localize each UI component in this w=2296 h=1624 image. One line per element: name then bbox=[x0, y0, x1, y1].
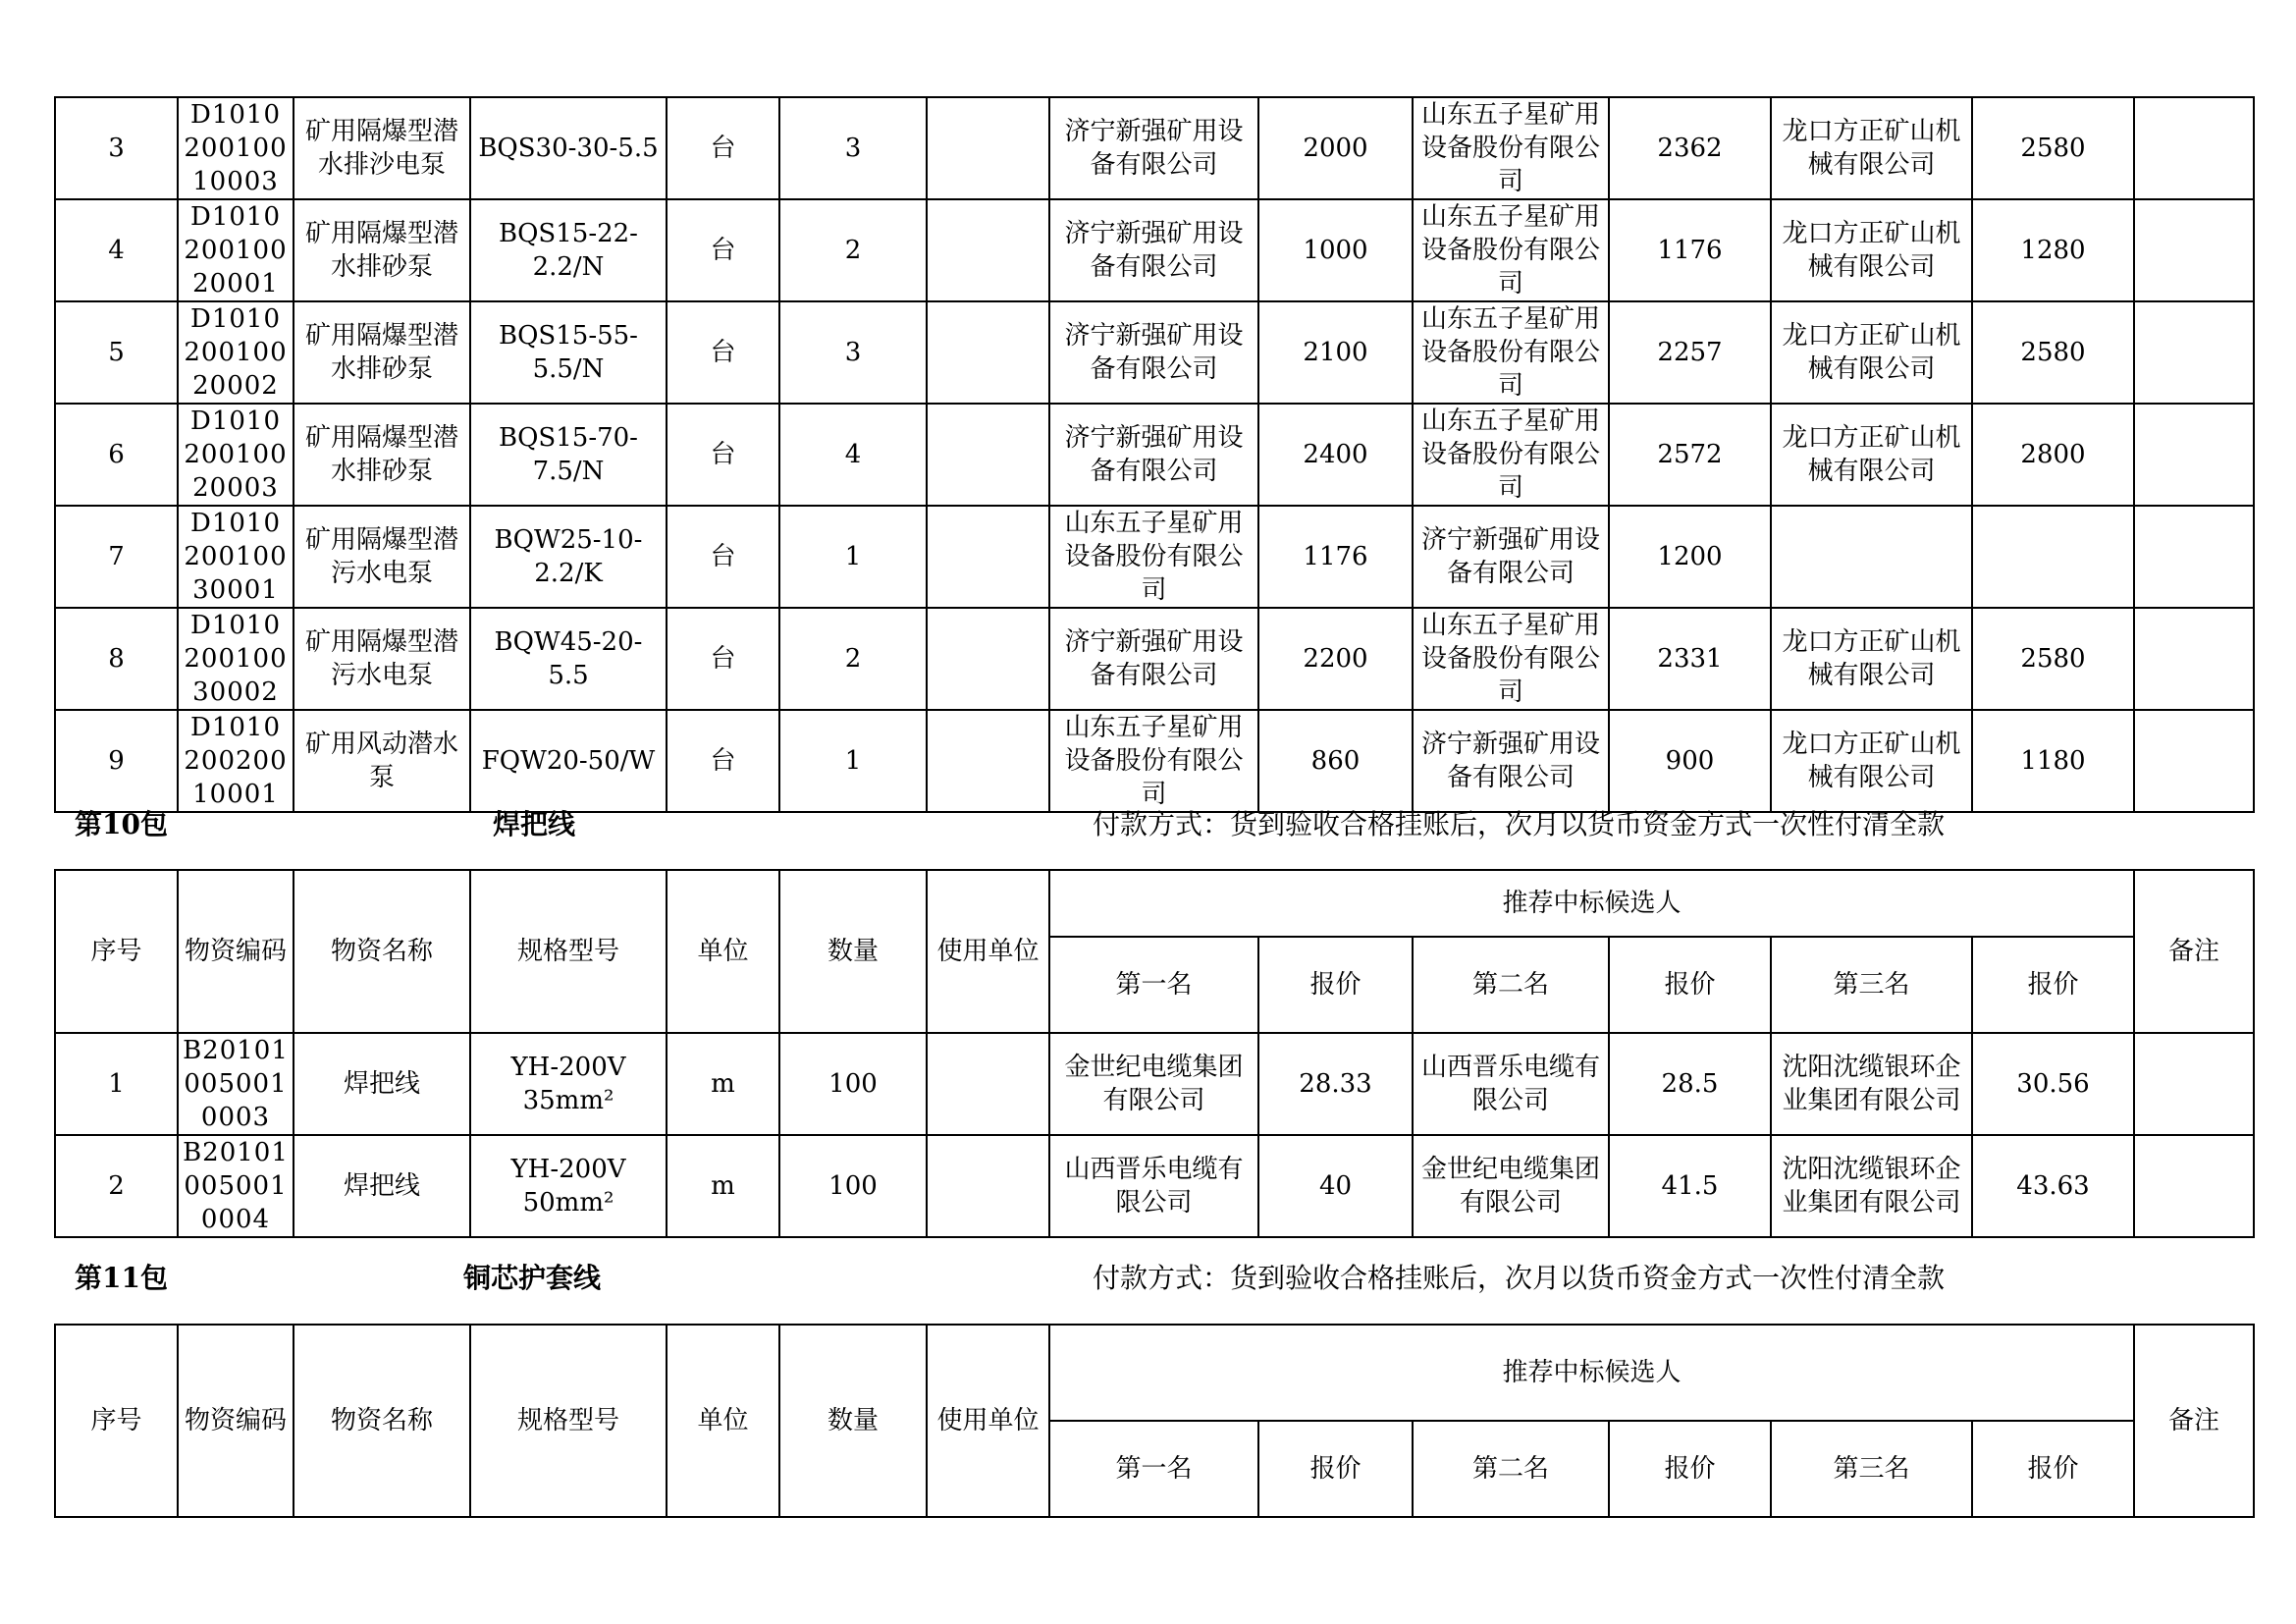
header-name: 物资名称 bbox=[294, 1325, 470, 1517]
cell-first: 山东五子星矿用设备股份有限公司 bbox=[1049, 506, 1258, 608]
header-price1: 报价 bbox=[1258, 1421, 1413, 1517]
cell-user bbox=[927, 97, 1049, 199]
cell-code: D101020010030001 bbox=[178, 506, 294, 608]
cell-third: 龙口方正矿山机械有限公司 bbox=[1771, 710, 1972, 812]
cell-spec: BQS15-70-7.5/N bbox=[470, 404, 667, 506]
header-spec: 规格型号 bbox=[470, 1325, 667, 1517]
cell-third: 龙口方正矿山机械有限公司 bbox=[1771, 301, 1972, 404]
cell-unit: m bbox=[667, 1033, 779, 1135]
cell-price1: 860 bbox=[1258, 710, 1413, 812]
header-spec: 规格型号 bbox=[470, 870, 667, 1033]
table-row bbox=[55, 506, 2254, 608]
cell-third bbox=[1771, 506, 1972, 608]
cell-price2: 28.5 bbox=[1609, 1033, 1771, 1135]
cell-price3: 1180 bbox=[1972, 710, 2134, 812]
cell-seq: 2 bbox=[55, 1135, 178, 1237]
cell-seq: 1 bbox=[55, 1033, 178, 1135]
cell-qty: 3 bbox=[779, 301, 927, 404]
cell-spec: BQW45-20-5.5 bbox=[470, 608, 667, 710]
cell-user bbox=[927, 301, 1049, 404]
cell-price2: 2362 bbox=[1609, 97, 1771, 199]
cell-name: 焊把线 bbox=[294, 1033, 470, 1135]
table-row bbox=[55, 608, 2254, 710]
cell-name: 矿用隔爆型潜污水电泵 bbox=[294, 506, 470, 608]
table-row bbox=[55, 404, 2254, 506]
cell-price3: 30.56 bbox=[1972, 1033, 2134, 1135]
cell-unit: 台 bbox=[667, 608, 779, 710]
table-package10 bbox=[54, 869, 2255, 1238]
cell-price2: 1200 bbox=[1609, 506, 1771, 608]
header-unit: 单位 bbox=[667, 1325, 779, 1517]
cell-second: 山东五子星矿用设备股份有限公司 bbox=[1413, 97, 1609, 199]
cell-spec: BQS30-30-5.5 bbox=[470, 97, 667, 199]
cell-first: 济宁新强矿用设备有限公司 bbox=[1049, 608, 1258, 710]
header-price1: 报价 bbox=[1258, 937, 1413, 1033]
cell-price1: 2000 bbox=[1258, 97, 1413, 199]
package10-payment: 付款方式：货到验收合格挂账后，次月以货币资金方式一次性付清全款 bbox=[1093, 808, 1946, 840]
cell-seq: 6 bbox=[55, 404, 178, 506]
cell-code: D101020010020002 bbox=[178, 301, 294, 404]
cell-note bbox=[2134, 199, 2254, 301]
cell-note bbox=[2134, 710, 2254, 812]
cell-unit: 台 bbox=[667, 710, 779, 812]
table-row bbox=[55, 1033, 2254, 1135]
cell-name: 矿用隔爆型潜水排沙电泵 bbox=[294, 97, 470, 199]
cell-code: B201010050010004 bbox=[178, 1135, 294, 1237]
header-note: 备注 bbox=[2134, 1325, 2254, 1517]
cell-third: 龙口方正矿山机械有限公司 bbox=[1771, 97, 1972, 199]
cell-price2: 2572 bbox=[1609, 404, 1771, 506]
cell-first: 济宁新强矿用设备有限公司 bbox=[1049, 97, 1258, 199]
cell-price3: 2800 bbox=[1972, 404, 2134, 506]
cell-note bbox=[2134, 404, 2254, 506]
cell-code: D101020020010001 bbox=[178, 710, 294, 812]
header-price3: 报价 bbox=[1972, 937, 2134, 1033]
header-code: 物资编码 bbox=[178, 870, 294, 1033]
header-note: 备注 bbox=[2134, 870, 2254, 1033]
header-first: 第一名 bbox=[1049, 937, 1258, 1033]
cell-name: 矿用隔爆型潜水排砂泵 bbox=[294, 404, 470, 506]
header-recommend: 推荐中标候选人 bbox=[1049, 870, 2134, 937]
cell-user bbox=[927, 1033, 1049, 1135]
cell-price2: 900 bbox=[1609, 710, 1771, 812]
cell-price2: 1176 bbox=[1609, 199, 1771, 301]
header-qty: 数量 bbox=[779, 1325, 927, 1517]
cell-code: D101020010020003 bbox=[178, 404, 294, 506]
cell-name: 矿用隔爆型潜污水电泵 bbox=[294, 608, 470, 710]
cell-first: 济宁新强矿用设备有限公司 bbox=[1049, 199, 1258, 301]
package10-label: 第10包 bbox=[75, 808, 168, 840]
cell-note bbox=[2134, 608, 2254, 710]
cell-second: 山东五子星矿用设备股份有限公司 bbox=[1413, 608, 1609, 710]
header-third: 第三名 bbox=[1771, 1421, 1972, 1517]
cell-price3 bbox=[1972, 506, 2134, 608]
header-third: 第三名 bbox=[1771, 937, 1972, 1033]
cell-third: 沈阳沈缆银环企业集团有限公司 bbox=[1771, 1135, 1972, 1237]
cell-first: 济宁新强矿用设备有限公司 bbox=[1049, 301, 1258, 404]
cell-name: 矿用风动潜水泵 bbox=[294, 710, 470, 812]
cell-seq: 8 bbox=[55, 608, 178, 710]
cell-third: 龙口方正矿山机械有限公司 bbox=[1771, 199, 1972, 301]
cell-qty: 3 bbox=[779, 97, 927, 199]
cell-second: 山东五子星矿用设备股份有限公司 bbox=[1413, 199, 1609, 301]
header-seq: 序号 bbox=[55, 870, 178, 1033]
cell-seq: 7 bbox=[55, 506, 178, 608]
cell-price3: 2580 bbox=[1972, 608, 2134, 710]
header-name: 物资名称 bbox=[294, 870, 470, 1033]
table-row bbox=[55, 199, 2254, 301]
cell-second: 山西晋乐电缆有限公司 bbox=[1413, 1033, 1609, 1135]
cell-price1: 2400 bbox=[1258, 404, 1413, 506]
cell-note bbox=[2134, 97, 2254, 199]
cell-note bbox=[2134, 1033, 2254, 1135]
cell-price1: 2200 bbox=[1258, 608, 1413, 710]
cell-seq: 5 bbox=[55, 301, 178, 404]
cell-first: 山东五子星矿用设备股份有限公司 bbox=[1049, 710, 1258, 812]
cell-second: 山东五子星矿用设备股份有限公司 bbox=[1413, 404, 1609, 506]
cell-unit: 台 bbox=[667, 199, 779, 301]
cell-unit: 台 bbox=[667, 301, 779, 404]
cell-user bbox=[927, 506, 1049, 608]
cell-spec: BQS15-22-2.2/N bbox=[470, 199, 667, 301]
package10-title: 焊把线 bbox=[493, 808, 576, 840]
cell-unit: 台 bbox=[667, 506, 779, 608]
header-unit: 单位 bbox=[667, 870, 779, 1033]
package11-title: 铜芯护套线 bbox=[463, 1262, 602, 1294]
cell-user bbox=[927, 608, 1049, 710]
cell-second: 济宁新强矿用设备有限公司 bbox=[1413, 506, 1609, 608]
table-row bbox=[55, 301, 2254, 404]
header-recommend: 推荐中标候选人 bbox=[1049, 1325, 2134, 1421]
cell-note bbox=[2134, 1135, 2254, 1237]
cell-third: 沈阳沈缆银环企业集团有限公司 bbox=[1771, 1033, 1972, 1135]
header-second: 第二名 bbox=[1413, 1421, 1609, 1517]
cell-spec: FQW20-50/W bbox=[470, 710, 667, 812]
cell-unit: 台 bbox=[667, 97, 779, 199]
header-qty: 数量 bbox=[779, 870, 927, 1033]
table-row bbox=[55, 1135, 2254, 1237]
cell-price3: 2580 bbox=[1972, 97, 2134, 199]
cell-qty: 1 bbox=[779, 710, 927, 812]
cell-price3: 1280 bbox=[1972, 199, 2134, 301]
cell-second: 济宁新强矿用设备有限公司 bbox=[1413, 710, 1609, 812]
cell-second: 金世纪电缆集团有限公司 bbox=[1413, 1135, 1609, 1237]
cell-price1: 2100 bbox=[1258, 301, 1413, 404]
cell-code: B201010050010003 bbox=[178, 1033, 294, 1135]
header-first: 第一名 bbox=[1049, 1421, 1258, 1517]
table-row bbox=[55, 710, 2254, 812]
cell-code: D101020010030002 bbox=[178, 608, 294, 710]
cell-price1: 1000 bbox=[1258, 199, 1413, 301]
cell-name: 矿用隔爆型潜水排砂泵 bbox=[294, 199, 470, 301]
cell-first: 济宁新强矿用设备有限公司 bbox=[1049, 404, 1258, 506]
table-package11 bbox=[54, 1324, 2255, 1518]
table-pumps bbox=[54, 96, 2255, 813]
header-price2: 报价 bbox=[1609, 937, 1771, 1033]
cell-first: 山西晋乐电缆有限公司 bbox=[1049, 1135, 1258, 1237]
package11-payment: 付款方式：货到验收合格挂账后，次月以货币资金方式一次性付清全款 bbox=[1093, 1262, 1946, 1294]
cell-price1: 40 bbox=[1258, 1135, 1413, 1237]
cell-code: D101020010010003 bbox=[178, 97, 294, 199]
cell-price1: 28.33 bbox=[1258, 1033, 1413, 1135]
cell-second: 山东五子星矿用设备股份有限公司 bbox=[1413, 301, 1609, 404]
cell-unit: m bbox=[667, 1135, 779, 1237]
cell-third: 龙口方正矿山机械有限公司 bbox=[1771, 404, 1972, 506]
cell-user bbox=[927, 710, 1049, 812]
cell-qty: 2 bbox=[779, 199, 927, 301]
cell-name: 矿用隔爆型潜水排砂泵 bbox=[294, 301, 470, 404]
cell-user bbox=[927, 1135, 1049, 1237]
header-price3: 报价 bbox=[1972, 1421, 2134, 1517]
header-price2: 报价 bbox=[1609, 1421, 1771, 1517]
header-seq: 序号 bbox=[55, 1325, 178, 1517]
cell-user bbox=[927, 199, 1049, 301]
table-row bbox=[55, 97, 2254, 199]
header-user: 使用单位 bbox=[927, 870, 1049, 1033]
cell-qty: 1 bbox=[779, 506, 927, 608]
cell-qty: 4 bbox=[779, 404, 927, 506]
cell-code: D101020010020001 bbox=[178, 199, 294, 301]
cell-qty: 100 bbox=[779, 1033, 927, 1135]
cell-note bbox=[2134, 506, 2254, 608]
header-code: 物资编码 bbox=[178, 1325, 294, 1517]
cell-unit: 台 bbox=[667, 404, 779, 506]
cell-first: 金世纪电缆集团有限公司 bbox=[1049, 1033, 1258, 1135]
cell-price3: 43.63 bbox=[1972, 1135, 2134, 1237]
package11-label: 第11包 bbox=[75, 1262, 168, 1294]
cell-price2: 2331 bbox=[1609, 608, 1771, 710]
cell-note bbox=[2134, 301, 2254, 404]
cell-spec: BQW25-10-2.2/K bbox=[470, 506, 667, 608]
cell-third: 龙口方正矿山机械有限公司 bbox=[1771, 608, 1972, 710]
cell-price2: 41.5 bbox=[1609, 1135, 1771, 1237]
cell-qty: 2 bbox=[779, 608, 927, 710]
cell-seq: 4 bbox=[55, 199, 178, 301]
cell-spec: YH-200V 50mm² bbox=[470, 1135, 667, 1237]
cell-spec: BQS15-55-5.5/N bbox=[470, 301, 667, 404]
cell-price3: 2580 bbox=[1972, 301, 2134, 404]
cell-price2: 2257 bbox=[1609, 301, 1771, 404]
header-second: 第二名 bbox=[1413, 937, 1609, 1033]
cell-seq: 9 bbox=[55, 710, 178, 812]
cell-qty: 100 bbox=[779, 1135, 927, 1237]
cell-spec: YH-200V 35mm² bbox=[470, 1033, 667, 1135]
cell-user bbox=[927, 404, 1049, 506]
cell-name: 焊把线 bbox=[294, 1135, 470, 1237]
cell-seq: 3 bbox=[55, 97, 178, 199]
cell-price1: 1176 bbox=[1258, 506, 1413, 608]
header-user: 使用单位 bbox=[927, 1325, 1049, 1517]
